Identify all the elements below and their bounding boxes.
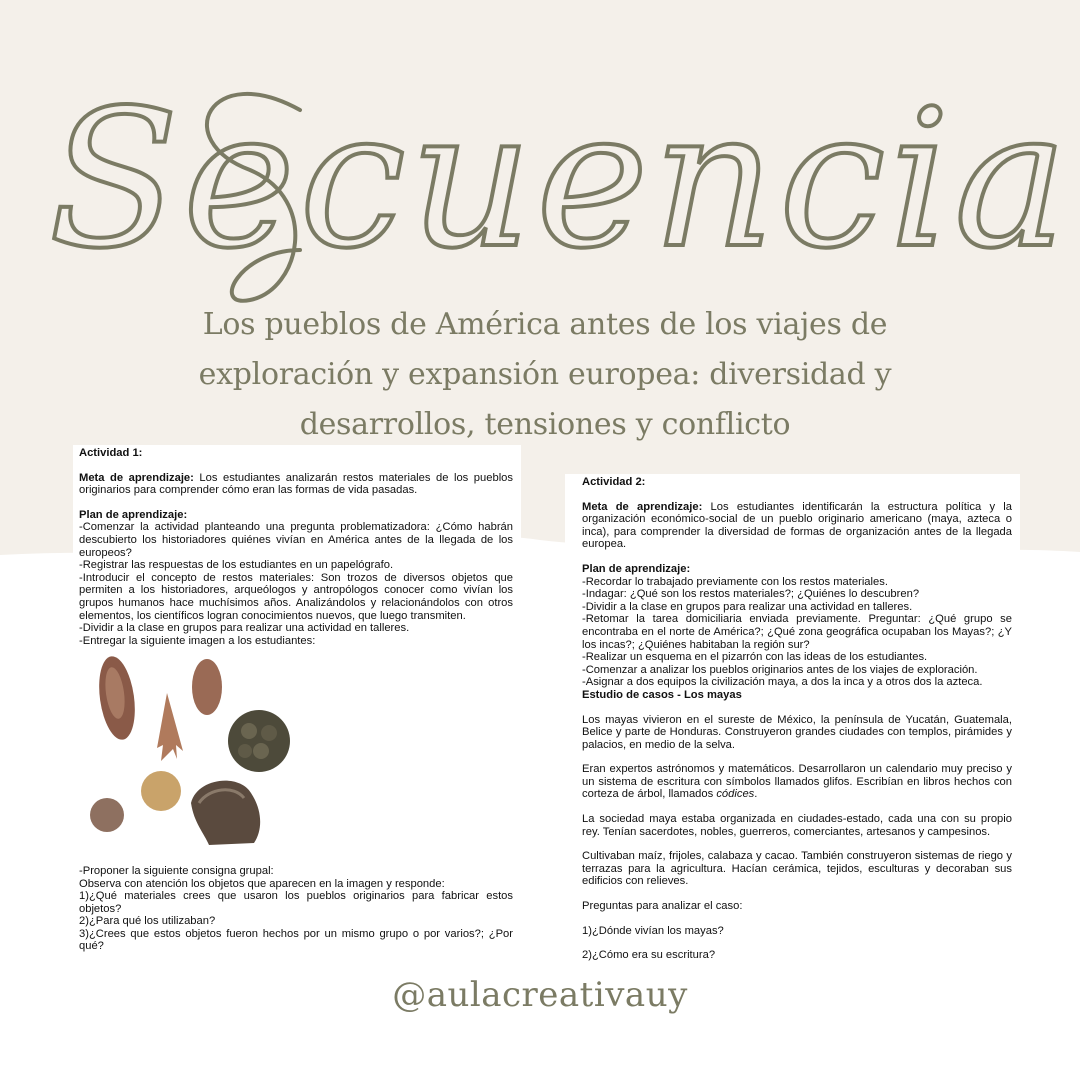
plan-item: -Dividir a la clase en grupos para realizar una actividad en talleres. xyxy=(582,600,913,613)
stone-ball-artifact xyxy=(228,710,290,772)
plan-item: -Introducir el concepto de restos materiales: Son trozos de diversos objetos que permiten a los historiadores, arqueólogos y antropólogos conocer como vivían los grupos humanos hace muchísimos años. Analizándolos y relacionándolos con otros elementos, los científicos logran conocimientos nuevos, que luego transmiten. xyxy=(79,571,513,622)
case-paragraph: La sociedad maya estaba organizada en ciudades-estado, cada una con su propio rey. Tenían sacerdotes, nobles, guerreros, comerciantes, artesanos y campesinos. xyxy=(582,813,1012,838)
plan-item: -Dividir a la clase en grupos para realizar una actividad en talleres. xyxy=(79,622,410,635)
activity-2-sheet xyxy=(565,474,1020,980)
plan-item: -Registrar las respuestas de los estudiantes en un papelógrafo. xyxy=(79,559,394,572)
question-item: 1)¿Dónde vivían los mayas? xyxy=(582,924,724,937)
case-paragraph xyxy=(582,763,1012,801)
subtitle: Los pueblos de América antes de los viajes de exploración y expansión europea: diversidad y desarrollos, tensiones y conflicto xyxy=(198,307,892,442)
goal-label: Meta de aprendizaje: xyxy=(582,500,703,513)
activity-2-goal xyxy=(582,501,1012,551)
question-item: 3)¿Crees que estos objetos fueron hechos por un mismo grupo o por varios?; ¿Por qué? xyxy=(79,927,513,953)
plan-item: -Comenzar la actividad planteando una pregunta problematizadora: ¿Cómo habrán descubierto los historiadores quiénes vivían en América antes de la llegada de los europeos? xyxy=(79,521,513,559)
case-paragraph: Los mayas vivieron en el sureste de México, la península de Yucatán, Guatemala, Belice y parte de Honduras. Construyeron grandes ciudades con templos, pirámides y palacios, en medio de la selva. xyxy=(582,713,1012,751)
script-title xyxy=(0,0,1080,320)
stone-ball-artifact xyxy=(141,771,181,811)
case-text: . xyxy=(754,788,758,801)
goal-label: Meta de aprendizaje: xyxy=(79,471,194,484)
plan-item: -Realizar un esquema en el pizarrón con las ideas de los estudiantes. xyxy=(582,651,928,664)
activity-1-sheet xyxy=(73,445,521,979)
arrowhead-artifact xyxy=(157,693,183,761)
plan-item: -Retomar la tarea domiciliaria enviada previamente. Preguntar: ¿Qué grupo se encontraba en el norte de América?; ¿Qué zona geográfica ocupaban los Mayas?; ¿Y los incas?; ¿Quiénes habitaban la región sur? xyxy=(582,613,1012,651)
plan-item: -Recordar lo trabajado previamente con los restos materiales. xyxy=(582,575,888,588)
question-item: 1)¿Qué materiales crees que usaron los pueblos originarios para fabricar estos objetos? xyxy=(79,890,513,915)
social-handle: @aulacreativauy xyxy=(392,975,688,1015)
questions-intro: Preguntas para analizar el caso: xyxy=(582,900,743,913)
arrowhead-artifact xyxy=(192,659,222,715)
artifacts-image xyxy=(79,653,299,853)
question-item: 2)¿Cómo era su escritura? xyxy=(582,949,716,962)
plan-item: -Asignar a dos equipos la civilización maya, a dos la inca y a otros dos la azteca. xyxy=(582,676,983,689)
case-paragraph: Cultivaban maíz, frijoles, calabaza y cacao. También construyeron sistemas de riego y terrazas para la agricultura. Hacían cerámica, tejidos, esculturas y decoraban sus edificios con relieves. xyxy=(582,850,1012,888)
plan-item: -Indagar: ¿Qué son los restos materiales?; ¿Quiénes lo descubren? xyxy=(582,588,920,601)
activity-1-heading: Actividad 1: xyxy=(79,447,143,459)
plan-item: -Entregar la siguiente imagen a los estudiantes: xyxy=(79,634,316,647)
title-text: Secuencia xyxy=(48,69,1072,290)
goal-text: Los estudiantes identificarán la estructura política y la organización económico-social de un pueblo originario americano (maya, azteca o inca), para comprender la diversidad de formas de organización antes de la llegada europea. xyxy=(582,500,1012,551)
case-text: Eran expertos astrónomos y matemáticos. Desarrollaron un calendario muy preciso y un sistema de escritura con símbolos llamados glifos. Escribían en libros hechos con corteza de árbol, llamados xyxy=(582,763,1012,801)
goal-text: Los estudiantes analizarán restos materiales de los pueblos originarios para comprender cómo eran las formas de vida pasadas. xyxy=(79,471,513,497)
question-item: 2)¿Para qué los utilizaban? xyxy=(79,915,216,928)
case-text-italic: códices xyxy=(716,788,755,801)
plan-heading: Plan de aprendizaje: xyxy=(582,562,691,575)
activity-2-heading: Actividad 2: xyxy=(582,476,646,488)
activity-1-goal xyxy=(79,472,513,497)
consigna-item: Observa con atención los objetos que aparecen en la imagen y responde: xyxy=(79,877,445,890)
consigna-item: -Proponer la siguiente consigna grupal: xyxy=(79,864,274,877)
stone-ball-artifact xyxy=(90,798,124,832)
plan-heading: Plan de aprendizaje: xyxy=(79,508,188,521)
case-heading: Estudio de casos - Los mayas xyxy=(582,688,742,701)
plan-item: -Comenzar a analizar los pueblos originarios antes de los viajes de exploración. xyxy=(582,663,978,676)
